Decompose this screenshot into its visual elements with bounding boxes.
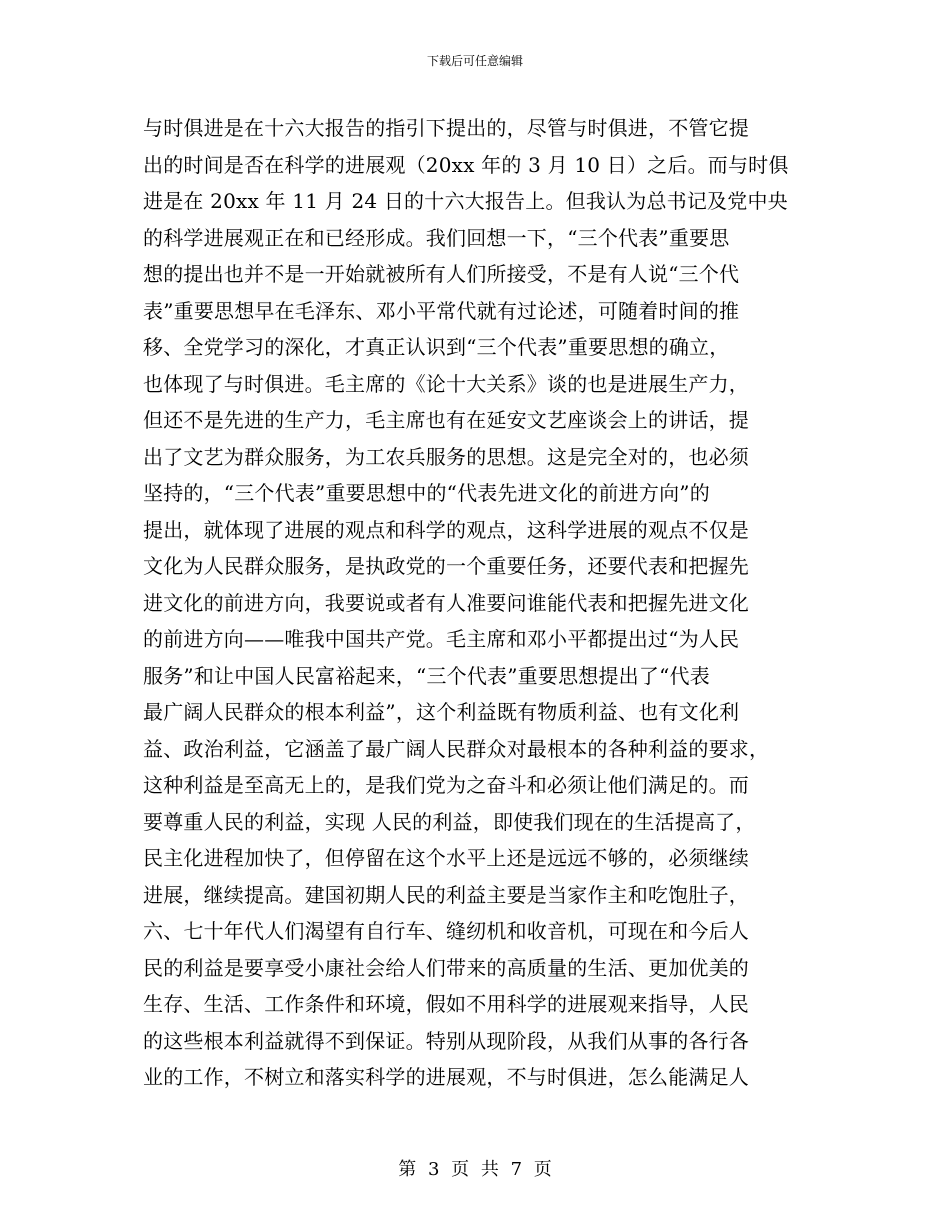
text-line: 移、全党学习的深化，才真正认识到“三个代表”重要思想的确立， xyxy=(143,335,730,359)
text-line: 服务”和让中国人民富裕起来，“三个代表”重要思想提出了“代表 xyxy=(143,663,710,688)
text-line: 与时俱进是在十六大报告的指引下提出的，尽管与时俱进，不管它提 xyxy=(143,116,749,140)
text-line: 进是在 20xx 年 11 月 24 日的十六大报告上。但我认为总书记及党中央 xyxy=(143,189,788,213)
text-line: 的前进方向——唯我中国共产党。毛主席和邓小平都提出过“为人民 xyxy=(143,627,740,651)
text-line: 民的利益是要享受小康社会给人们带来的高质量的生活、更加优美的 xyxy=(143,955,749,980)
text-line: 坚持的，“三个代表”重要思想中的“代表先进文化的前进方向”的 xyxy=(143,481,710,505)
text-line: 业的工作，不树立和落实科学的进展观，不与时俱进，怎么能满足人 xyxy=(143,1065,749,1089)
text-line: 的这些根本利益就得不到保证。特别从现阶段，从我们从事的各行各 xyxy=(143,1028,749,1053)
text-line: 进展，继续提高。建国初期人民的利益主要是当家作主和吃饱肚子， xyxy=(143,882,749,907)
text-line: 要尊重人民的利益，实现 人民的利益，即使我们现在的生活提高了， xyxy=(143,809,756,834)
text-line: 出的时间是否在科学的进展观（20xx 年的 3 月 10 日）之后。而与时俱 xyxy=(143,152,789,177)
text-line: 出了文艺为群众服务，为工农兵服务的思想。这是完全对的，也必须 xyxy=(143,444,749,469)
text-line: 文化为人民群众服务，是执政党的一个重要任务，还要代表和把握先 xyxy=(143,554,749,578)
body-text xyxy=(143,110,813,1096)
text-line: 进文化的前进方向，我要说或者有人准要问谁能代表和把握先进文化 xyxy=(143,590,749,615)
text-line: 益、政治利益，它涵盖了最广阔人民群众对最根本的各种利益的要求， xyxy=(143,736,770,761)
page-header: 下载后可任意编辑 xyxy=(426,54,523,68)
text-line: 想的提出也并不是一开始就被所有人们所接受，不是有人说“三个代 xyxy=(143,262,740,286)
text-line: 的科学进展观正在和已经形成。我们回想一下，“三个代表”重要思 xyxy=(143,225,730,250)
text-line: 这种利益是至高无上的，是我们党为之奋斗和必须让他们满足的。而 xyxy=(143,773,749,797)
text-line: 最广阔人民群众的根本利益”，这个利益既有物质利益、也有文化利 xyxy=(143,700,740,724)
text-line: 表”重要思想早在毛泽东、邓小平常代就有过论述，可随着时间的推 xyxy=(143,298,740,323)
page-number: 第 3 页 共 7 页 xyxy=(398,1159,552,1180)
text-line: 但还不是先进的生产力，毛主席也有在延安文艺座谈会上的讲话，提 xyxy=(143,408,749,432)
text-line: 提出，就体现了进展的观点和科学的观点，这科学进展的观点不仅是 xyxy=(143,517,749,542)
text-line: 六、七十年代人们渴望有自行车、缝纫机和收音机，可现在和今后人 xyxy=(143,919,749,943)
text-line: 也体现了与时俱进。毛主席的《论十大关系》谈的也是进展生产力， xyxy=(143,371,749,396)
text-line: 民主化进程加快了，但停留在这个水平上还是远远不够的，必须继续 xyxy=(143,846,749,870)
text-line: 生存、生活、工作条件和环境，假如不用科学的进展观来指导，人民 xyxy=(143,992,749,1016)
